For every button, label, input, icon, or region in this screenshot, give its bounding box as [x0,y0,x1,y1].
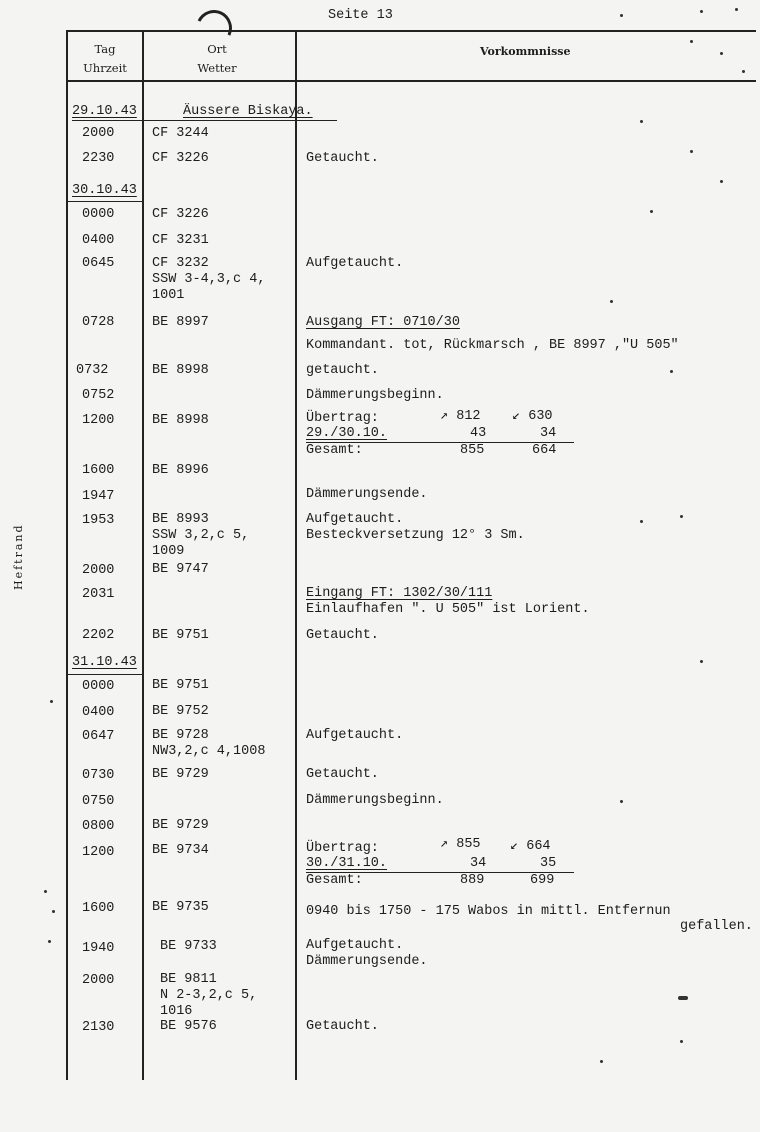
time-cell: 2000 [82,973,115,988]
place-cell: BE 8998 [152,413,209,428]
event-cell: Getaucht. [306,151,379,166]
time-cell: 0732 [76,363,109,378]
time-cell: 1200 [82,845,115,860]
place-cell: CF 3244 [152,126,209,141]
date-rule [66,201,144,202]
time-cell: 0750 [82,794,115,809]
time-cell: 1600 [82,901,115,916]
header-tag: Tag [94,42,116,56]
place-cell: CF 3231 [152,233,209,248]
table-top-rule [66,30,756,32]
tally-value-up: ↗ 855 [440,837,481,852]
header-wetter: Wetter [197,61,237,75]
tally-label: Gesamt: [306,873,363,888]
event-cell: Dämmerungsbeginn. [306,388,444,403]
header-ort: Ort [207,42,227,56]
header-uhrzeit: Uhrzeit [83,61,127,75]
time-cell: 1947 [82,489,115,504]
col-divider-2 [295,30,297,1080]
place-cell: BE 9752 [152,704,209,719]
time-cell: 0728 [82,315,115,330]
time-cell: 0000 [82,679,115,694]
time-cell: 1600 [82,463,115,478]
tally-label: Übertrag: [306,841,379,856]
place-cell: BE 9751 [152,678,209,693]
place-cell: CF 3226 [152,207,209,222]
time-cell: 0752 [82,388,115,403]
time-cell: 0730 [82,768,115,783]
tally-value: 34 [540,426,557,441]
margin-label: Heftrand [12,523,25,590]
location-heading: Äussere Biskaya. [183,104,313,119]
event-cell: gefallen. [680,919,753,934]
tally-value: 664 [532,443,557,458]
tally-value: 699 [530,873,555,888]
date-rule [66,674,144,675]
tally-label: Übertrag: [306,411,379,426]
time-cell: 1200 [82,413,115,428]
time-cell: 2130 [82,1020,115,1035]
date-heading: 31.10.43 [72,655,137,670]
time-cell: 2000 [82,563,115,578]
place-cell: BE 9729 [152,818,209,833]
time-cell: 0400 [82,705,115,720]
place-cell: CF 3226 [152,151,209,166]
event-cell: Dämmerungsbeginn. [306,793,444,808]
tally-value-up: ↗ 812 [440,409,481,424]
event-cell: Aufgetaucht. [306,728,404,743]
event-cell: Eingang FT: 1302/30/111 Einlaufhafen ". U 505" ist Lorient. [306,586,590,617]
date-rule [72,120,337,121]
tally-value: 889 [460,873,485,888]
date-heading: 29.10.43 [72,104,137,119]
time-cell: 0800 [82,819,115,834]
place-cell: BE 8996 [152,463,209,478]
event-cell: getaucht. [306,363,379,378]
place-cell: BE 9735 [152,900,209,915]
time-cell: 0647 [82,729,115,744]
time-cell: 1940 [82,941,115,956]
place-cell: CF 3232 SSW 3-4,3,c 4, 1001 [152,256,266,303]
tally-value-down: ↙ 664 [510,839,551,854]
event-cell: Getaucht. [306,767,379,782]
tally-value: 855 [460,443,485,458]
time-cell: 2202 [82,628,115,643]
header-vorkommnisse: Vorkommnisse [480,45,571,58]
time-cell: 0645 [82,256,115,271]
event-cell: Kommandant. tot, Rückmarsch , BE 8997 ,"U 505" [306,338,679,353]
event-cell: 0940 bis 1750 - 175 Wabos in mittl. Entfernun [306,904,671,919]
time-cell: 2230 [82,151,115,166]
place-cell: BE 9576 [160,1019,217,1034]
place-cell: BE 9733 [160,939,217,954]
place-cell: BE 9747 [152,562,209,577]
tally-label: 30./31.10. [306,856,388,871]
page-title: Seite 13 [328,8,393,23]
header-col2 [172,40,262,78]
time-cell: 2031 [82,587,115,602]
event-cell: Aufgetaucht. Besteckversetzung 12° 3 Sm. [306,512,525,543]
place-cell: BE 9734 [152,843,209,858]
date-heading: 30.10.43 [72,183,137,198]
left-border [66,30,68,1080]
place-cell: BE 8998 [152,363,209,378]
place-cell: BE 9729 [152,767,209,782]
place-cell: BE 9751 [152,628,209,643]
place-cell: BE 9728 NW3,2,c 4,1008 [152,728,266,759]
header-col1 [74,40,136,78]
col-divider-1 [142,30,144,1080]
tally-value-down: ↙ 630 [512,409,553,424]
event-cell: Getaucht. [306,628,379,643]
place-cell: BE 8993 SSW 3,2,c 5, 1009 [152,512,250,559]
event-cell: Dämmerungsende. [306,487,428,502]
time-cell: 0000 [82,207,115,222]
event-cell: Ausgang FT: 0710/30 [306,315,460,330]
place-cell: BE 8997 [152,315,209,330]
tally-value: 35 [540,856,557,871]
time-cell: 1953 [82,513,115,528]
tally-label: 29./30.10. [306,426,388,441]
time-cell: 0400 [82,233,115,248]
header-bottom-rule [66,80,756,82]
event-cell: Aufgetaucht. [306,256,404,271]
time-cell: 2000 [82,126,115,141]
tally-label: Gesamt: [306,443,363,458]
tally-value: 34 [470,856,487,871]
place-cell: BE 9811 N 2-3,2,c 5, 1016 [160,972,258,1019]
event-cell: Aufgetaucht. Dämmerungsende. [306,938,428,969]
event-cell: Getaucht. [306,1019,379,1034]
tally-value: 43 [470,426,487,441]
